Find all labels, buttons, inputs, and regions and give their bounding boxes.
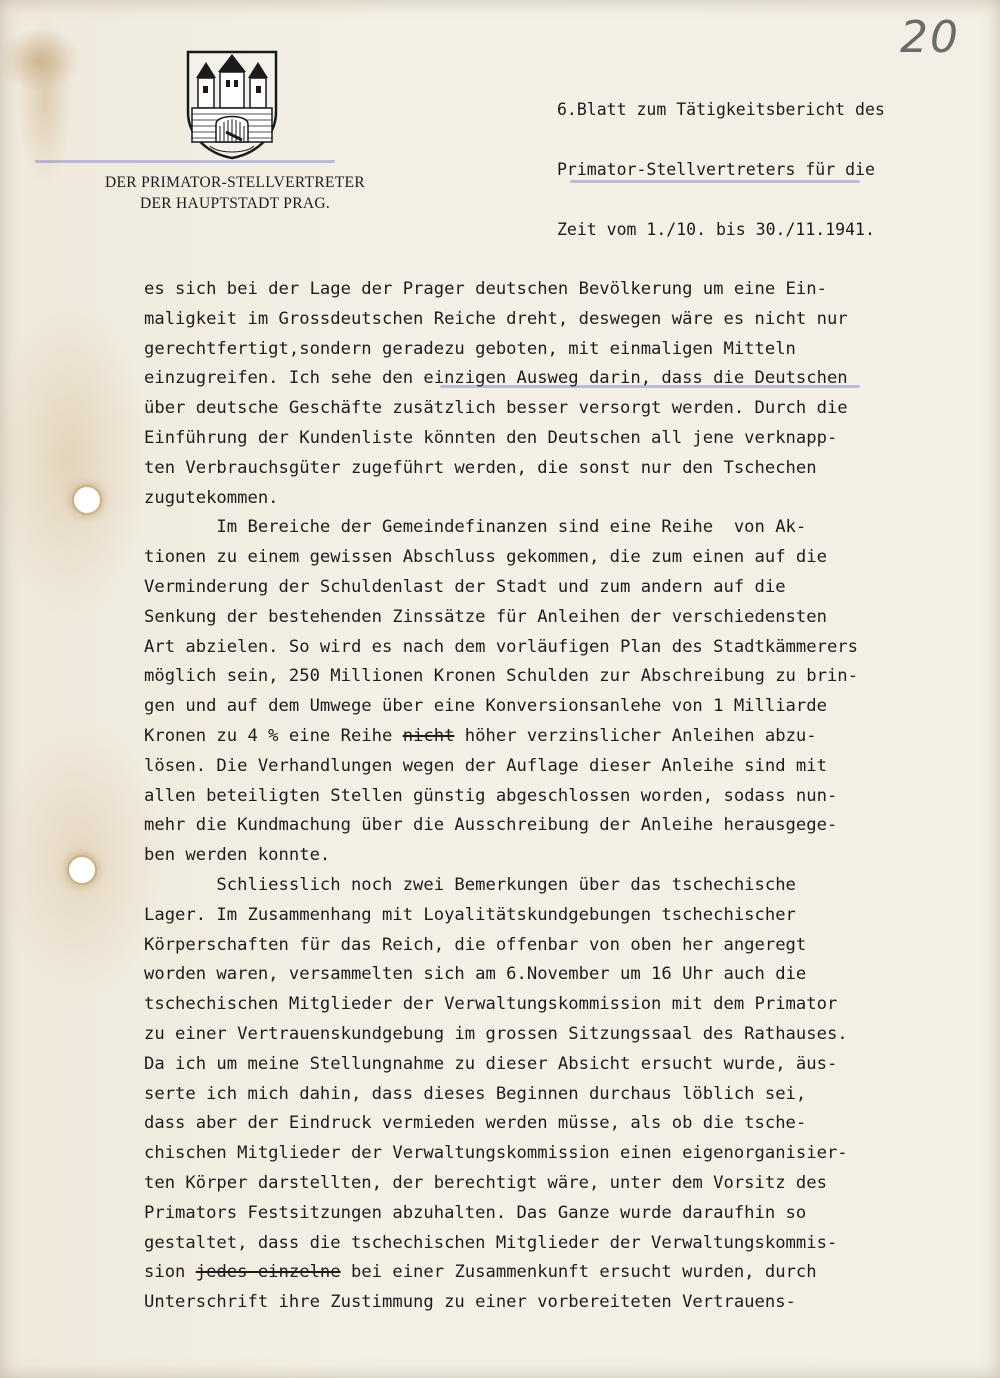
text-line (144, 1229, 974, 1259)
text-line (144, 1080, 974, 1110)
text-line (144, 633, 974, 663)
letterhead (60, 172, 410, 214)
punch-hole (74, 487, 100, 513)
text-line (144, 722, 974, 752)
text-segment: tionen zu einem gewissen Abschluss gekommen, die zum einen auf die (144, 547, 827, 568)
text-segment: allen beteiligten Stellen günstig abgeschlossen worden, sodass nun- (144, 785, 838, 806)
text-segment: zugutekommen. (144, 487, 279, 508)
text-line (144, 1258, 974, 1288)
text-segment: Verminderung der Schuldenlast der Stadt und zum andern auf die (144, 576, 786, 597)
text-segment: Da ich um meine Stellungnahme zu dieser Absicht ersucht wurde, äus- (144, 1053, 838, 1074)
text-line (144, 513, 974, 543)
body-text (144, 275, 974, 1318)
text-line (144, 335, 974, 365)
text-segment: Primators Festsitzungen abzuhalten. Das Ganze wurde daraufhin so (144, 1202, 807, 1223)
text-segment: Unterschrift ihre Zustimmung zu einer vorbereiteten Vertrauens- (144, 1292, 796, 1313)
text-segment: Einführung der Kundenliste könnten den Deutschen all jene verknapp- (144, 427, 838, 448)
text-line (144, 931, 974, 961)
text-line (144, 1288, 974, 1318)
text-segment: ten Körper darstellten, der berechtigt wäre, unter dem Vorsitz des (144, 1172, 827, 1193)
text-segment: mehr die Kundmachung über die Ausschreibung der Anleihe herausgege- (144, 815, 838, 836)
text-segment: höher verzinslicher Anleihen abzu- (454, 725, 817, 746)
text-line (144, 484, 974, 514)
text-line (144, 573, 974, 603)
text-line (144, 662, 974, 692)
text-line (144, 811, 974, 841)
text-line (144, 543, 974, 573)
text-segment: über deutsche Geschäfte zusätzlich besser versorgt werden. Durch die (144, 398, 848, 419)
text-segment: ben werden konnte. (144, 845, 331, 866)
punch-hole (69, 857, 95, 883)
text-line (144, 990, 974, 1020)
text-line (144, 782, 974, 812)
text-line (144, 1050, 974, 1080)
text-segment: Körperschaften für das Reich, die offenbar von oben her angeregt (144, 934, 807, 955)
text-segment: zu einer Vertrauenskundgebung im grossen Sitzungssaal des Rathauses. (144, 1023, 848, 1044)
text-line (144, 1109, 974, 1139)
text-line (144, 305, 974, 335)
page-number: 20 (900, 12, 960, 63)
text-segment: dass aber der Eindruck vermieden werden müsse, als ob die tsche- (144, 1113, 807, 1134)
text-line (144, 364, 974, 394)
text-segment: ten Verbrauchsgüter zugeführt werden, die sonst nur den Tschechen (144, 457, 817, 478)
text-line (144, 841, 974, 871)
text-segment: worden waren, versammelten sich am 6.November um 16 Uhr auch die (144, 964, 807, 985)
text-line (144, 901, 974, 931)
sheet-header-line-3: Zeit vom 1./10. bis 30./11.1941. (557, 220, 875, 239)
text-segment: Senkung der bestehenden Zinssätze für Anleihen der verschiedensten (144, 606, 827, 627)
text-segment: gen und auf dem Umwege über eine Konversionsanlehe von 1 Milliarde (144, 696, 827, 717)
letterhead-line-1: DER PRIMATOR-STELLVERTRETER (105, 174, 365, 191)
bleed-through-underline (35, 160, 335, 163)
text-line (144, 394, 974, 424)
text-line (144, 454, 974, 484)
letterhead-line-2: DER HAUPTSTADT PRAG. (139, 195, 331, 212)
text-segment: chischen Mitglieder der Verwaltungskommission einen eigenorganisier- (144, 1143, 848, 1164)
text-segment: lösen. Die Verhandlungen wegen der Auflage dieser Anleihe sind mit (144, 755, 827, 776)
text-segment: bei einer Zusammenkunft ersucht wurden, durch (340, 1262, 817, 1283)
struck-out-text: nicht (402, 725, 455, 746)
text-line (144, 960, 974, 990)
text-line (144, 752, 974, 782)
text-line (144, 1169, 974, 1199)
text-line (144, 1199, 974, 1229)
text-segment: Art abzielen. So wird es nach dem vorläufigen Plan des Stadtkämmerers (144, 636, 858, 657)
text-line (144, 1020, 974, 1050)
text-segment: Kronen zu 4 % eine Reihe (144, 725, 403, 746)
struck-out-text: jedes einzelne (195, 1262, 341, 1283)
text-line (144, 424, 974, 454)
text-segment: es sich bei der Lage der Prager deutschen Bevölkerung um eine Ein- (144, 279, 827, 299)
text-segment: Lager. Im Zusammenhang mit Loyalitätskundgebungen tschechischer (144, 904, 796, 925)
text-segment: tschechischen Mitglieder der Verwaltungskommission mit dem Primator (144, 994, 838, 1015)
text-line (144, 871, 974, 901)
text-segment: maligkeit im Grossdeutschen Reiche dreht, deswegen wäre es nicht nur (144, 308, 848, 329)
sheet-header-line-1: 6.Blatt zum Tätigkeitsbericht des (557, 100, 885, 119)
text-segment: gerechtfertigt,sondern geradezu geboten, mit einmaligen Mitteln (144, 338, 796, 359)
text-segment: sion (144, 1262, 196, 1283)
coat-of-arms-icon (186, 50, 278, 160)
text-line (144, 275, 974, 305)
text-line (144, 692, 974, 722)
text-segment: möglich sein, 250 Millionen Kronen Schulden zur Abschreibung zu brin- (144, 666, 858, 687)
text-segment: einzugreifen. Ich sehe den einzigen Ausweg darin, dass die Deutschen (144, 368, 848, 389)
text-line (144, 1139, 974, 1169)
text-segment: Schliesslich noch zwei Bemerkungen über das tschechische (144, 874, 796, 895)
text-line (144, 603, 974, 633)
text-segment: serte ich mich dahin, dass dieses Beginnen durchaus löblich sei, (144, 1083, 807, 1104)
text-segment: Im Bereiche der Gemeindefinanzen sind eine Reihe von Ak- (144, 517, 807, 538)
sheet-header (557, 60, 977, 280)
sheet-header-line-2: Primator-Stellvertreters für die (557, 160, 875, 179)
text-segment: gestaltet, dass die tschechischen Mitglieder der Verwaltungskommis- (144, 1232, 838, 1253)
